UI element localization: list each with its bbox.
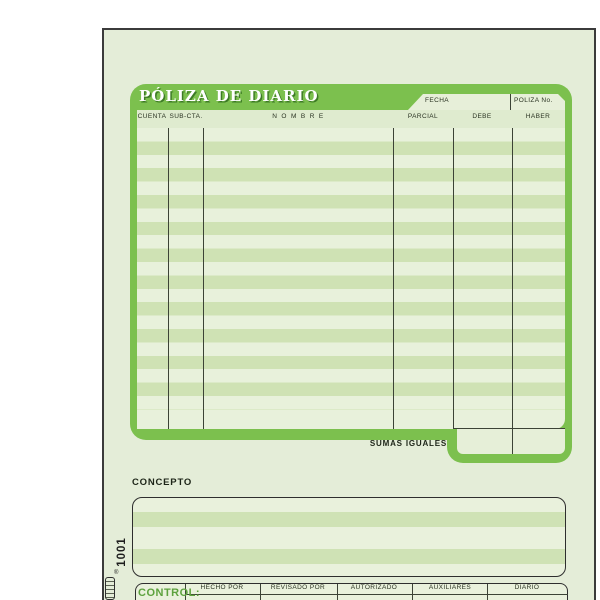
col-header-parcial: PARCIAL <box>407 113 439 120</box>
col-header-haber: HABER <box>525 113 551 120</box>
control-col-autorizado: AUTORIZADO <box>350 584 398 591</box>
control-divider-2 <box>260 584 261 600</box>
control-col-revisado-por: REVISADO POR <box>270 584 326 591</box>
grid-line-debe <box>512 128 513 454</box>
control-col-auxiliares: AUXILIARES <box>428 584 472 591</box>
control-label: CONTROL: <box>138 587 201 599</box>
sums-iguales-label: SUMAS IGUALES <box>369 439 447 448</box>
grid-line-nombre <box>393 128 394 429</box>
grid-line-subcta <box>203 128 204 429</box>
printer-brand-logo-icon <box>105 577 115 600</box>
fecha-label: FECHA <box>425 97 450 104</box>
poliza-no-label: POLIZA No. <box>514 97 553 104</box>
totals-row <box>137 410 565 429</box>
control-header-line <box>185 594 568 595</box>
concepto-label: CONCEPTO <box>132 477 193 488</box>
ruled-rows <box>137 128 565 410</box>
form-title: PÓLIZA DE DIARIO <box>139 87 319 105</box>
col-header-cuenta: CUENTA <box>137 113 167 120</box>
form-number: 1001 <box>116 537 128 567</box>
control-col-diario: DIARIO <box>514 584 540 591</box>
control-col-hecho-por: HECHO POR <box>200 584 244 591</box>
journal-table-body <box>137 110 565 429</box>
registered-mark: ® <box>114 570 119 576</box>
grid-line-parcial <box>453 128 454 428</box>
col-header-debe: DEBE <box>472 113 492 120</box>
control-divider-5 <box>487 584 488 600</box>
grid-line-cuenta <box>168 128 169 429</box>
control-divider-4 <box>412 584 413 600</box>
fecha-poliza-divider <box>510 94 511 110</box>
control-divider-3 <box>337 584 338 600</box>
totals-separator-line <box>453 428 565 429</box>
sums-tab-cells <box>457 429 565 454</box>
col-header-nombre: NOMBRE <box>272 113 328 120</box>
col-header-subcta: SUB-CTA. <box>169 113 203 120</box>
concepto-box <box>132 497 566 577</box>
